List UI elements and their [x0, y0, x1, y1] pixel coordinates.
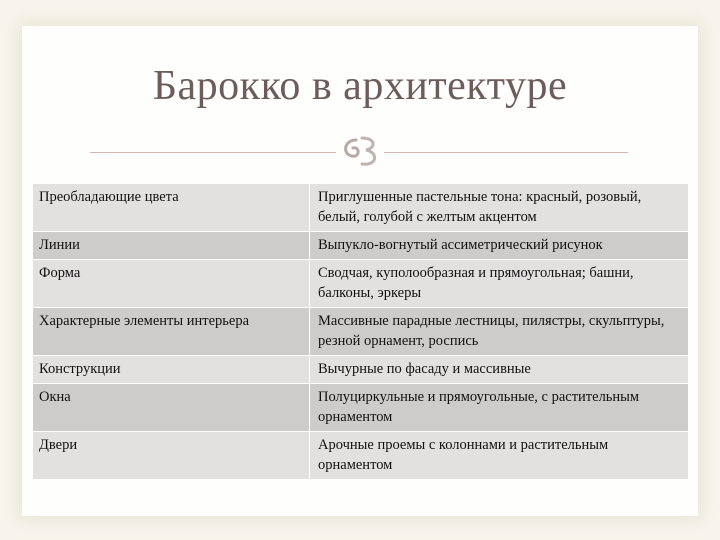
feature-label-cell: Характерные элементы интерьера: [33, 308, 310, 356]
feature-label-cell: Конструкции: [33, 356, 310, 384]
feature-label-cell: Форма: [33, 260, 310, 308]
feature-value-cell: Приглушенные пастельные тона: красный, розовый, белый, голубой с желтым акцентом: [310, 184, 689, 232]
scroll-flourish-icon: [336, 132, 384, 170]
table-row: [33, 356, 689, 384]
table-row: [33, 232, 689, 260]
feature-value-cell: Вычурные по фасаду и массивные: [310, 356, 689, 384]
feature-value-cell: Полуциркульные и прямоугольные, с растительным орнаментом: [310, 384, 689, 432]
table-row: [33, 384, 689, 432]
feature-label-cell: Окна: [33, 384, 310, 432]
feature-value-cell: Арочные проемы с колоннами и растительным орнаментом: [310, 432, 689, 480]
table-row: [33, 308, 689, 356]
feature-value-cell: Выпукло-вогнутый ассиметрический рисунок: [310, 232, 689, 260]
table-row: [33, 260, 689, 308]
feature-label-cell: Двери: [33, 432, 310, 480]
table-row: [33, 184, 689, 232]
feature-value-cell: Массивные парадные лестницы, пилястры, скульптуры, резной орнамент, роспись: [310, 308, 689, 356]
feature-value-cell: Сводчая, куполообразная и прямоугольная; башни, балконы, эркеры: [310, 260, 689, 308]
table-row: [33, 432, 689, 480]
title-divider-right: [384, 152, 628, 153]
feature-label-cell: Линии: [33, 232, 310, 260]
title-divider-left: [90, 152, 336, 153]
slide-title: Барокко в архитектуре: [152, 63, 568, 109]
feature-label-cell: Преобладающие цвета: [33, 184, 310, 232]
baroque-features-table: [32, 183, 689, 480]
